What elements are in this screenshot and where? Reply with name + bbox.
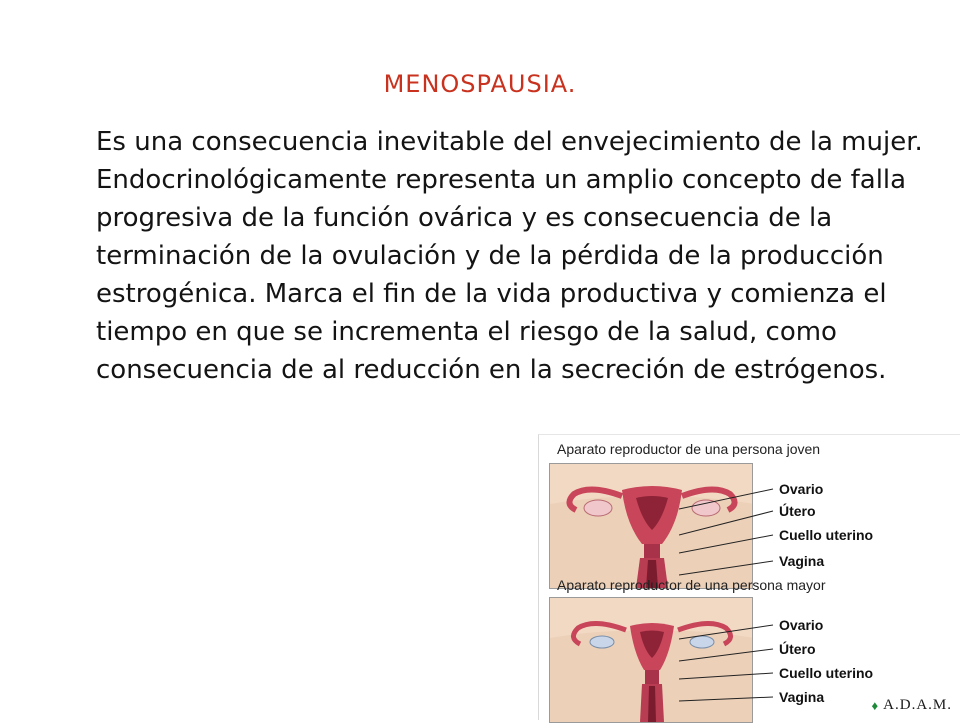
slide-title: MENOSPAUSIA. bbox=[383, 70, 577, 98]
adam-logo-text: A.D.A.M. bbox=[883, 697, 952, 713]
old-label-leader-lines bbox=[679, 611, 779, 721]
label-ovario-young: Ovario bbox=[779, 481, 824, 497]
figure-caption-old: Aparato reproductor de una persona mayor bbox=[557, 577, 826, 593]
label-cuello-young: Cuello uterino bbox=[779, 527, 874, 543]
slide-body-text: Es una consecuencia inevitable del envejecimiento de la mujer. Endocrinológicamente representa un amplio concepto de falla progresiva de la función ovárica y es consecuencia de la terminación de la ovulación y de la pérdida de la producción estrogénica. Marca el fin de la vida productiva y comienza el tiempo en que se incrementa el riesgo de la salud, como consecuencia de al reducción en la secreción de estrógenos. bbox=[96, 127, 923, 385]
adam-logo bbox=[872, 697, 952, 714]
label-vagina-young: Vagina bbox=[779, 553, 825, 569]
label-cuello-old: Cuello uterino bbox=[779, 665, 874, 681]
figure-caption-young: Aparato reproductor de una persona joven bbox=[557, 441, 821, 457]
label-ovario-old: Ovario bbox=[779, 617, 824, 633]
reproductive-system-figure bbox=[538, 434, 960, 720]
label-utero-old: Útero bbox=[779, 641, 816, 657]
label-vagina-old: Vagina bbox=[779, 689, 825, 705]
label-utero-young: Útero bbox=[779, 503, 816, 519]
adam-logo-icon: ♦ bbox=[871, 697, 880, 713]
